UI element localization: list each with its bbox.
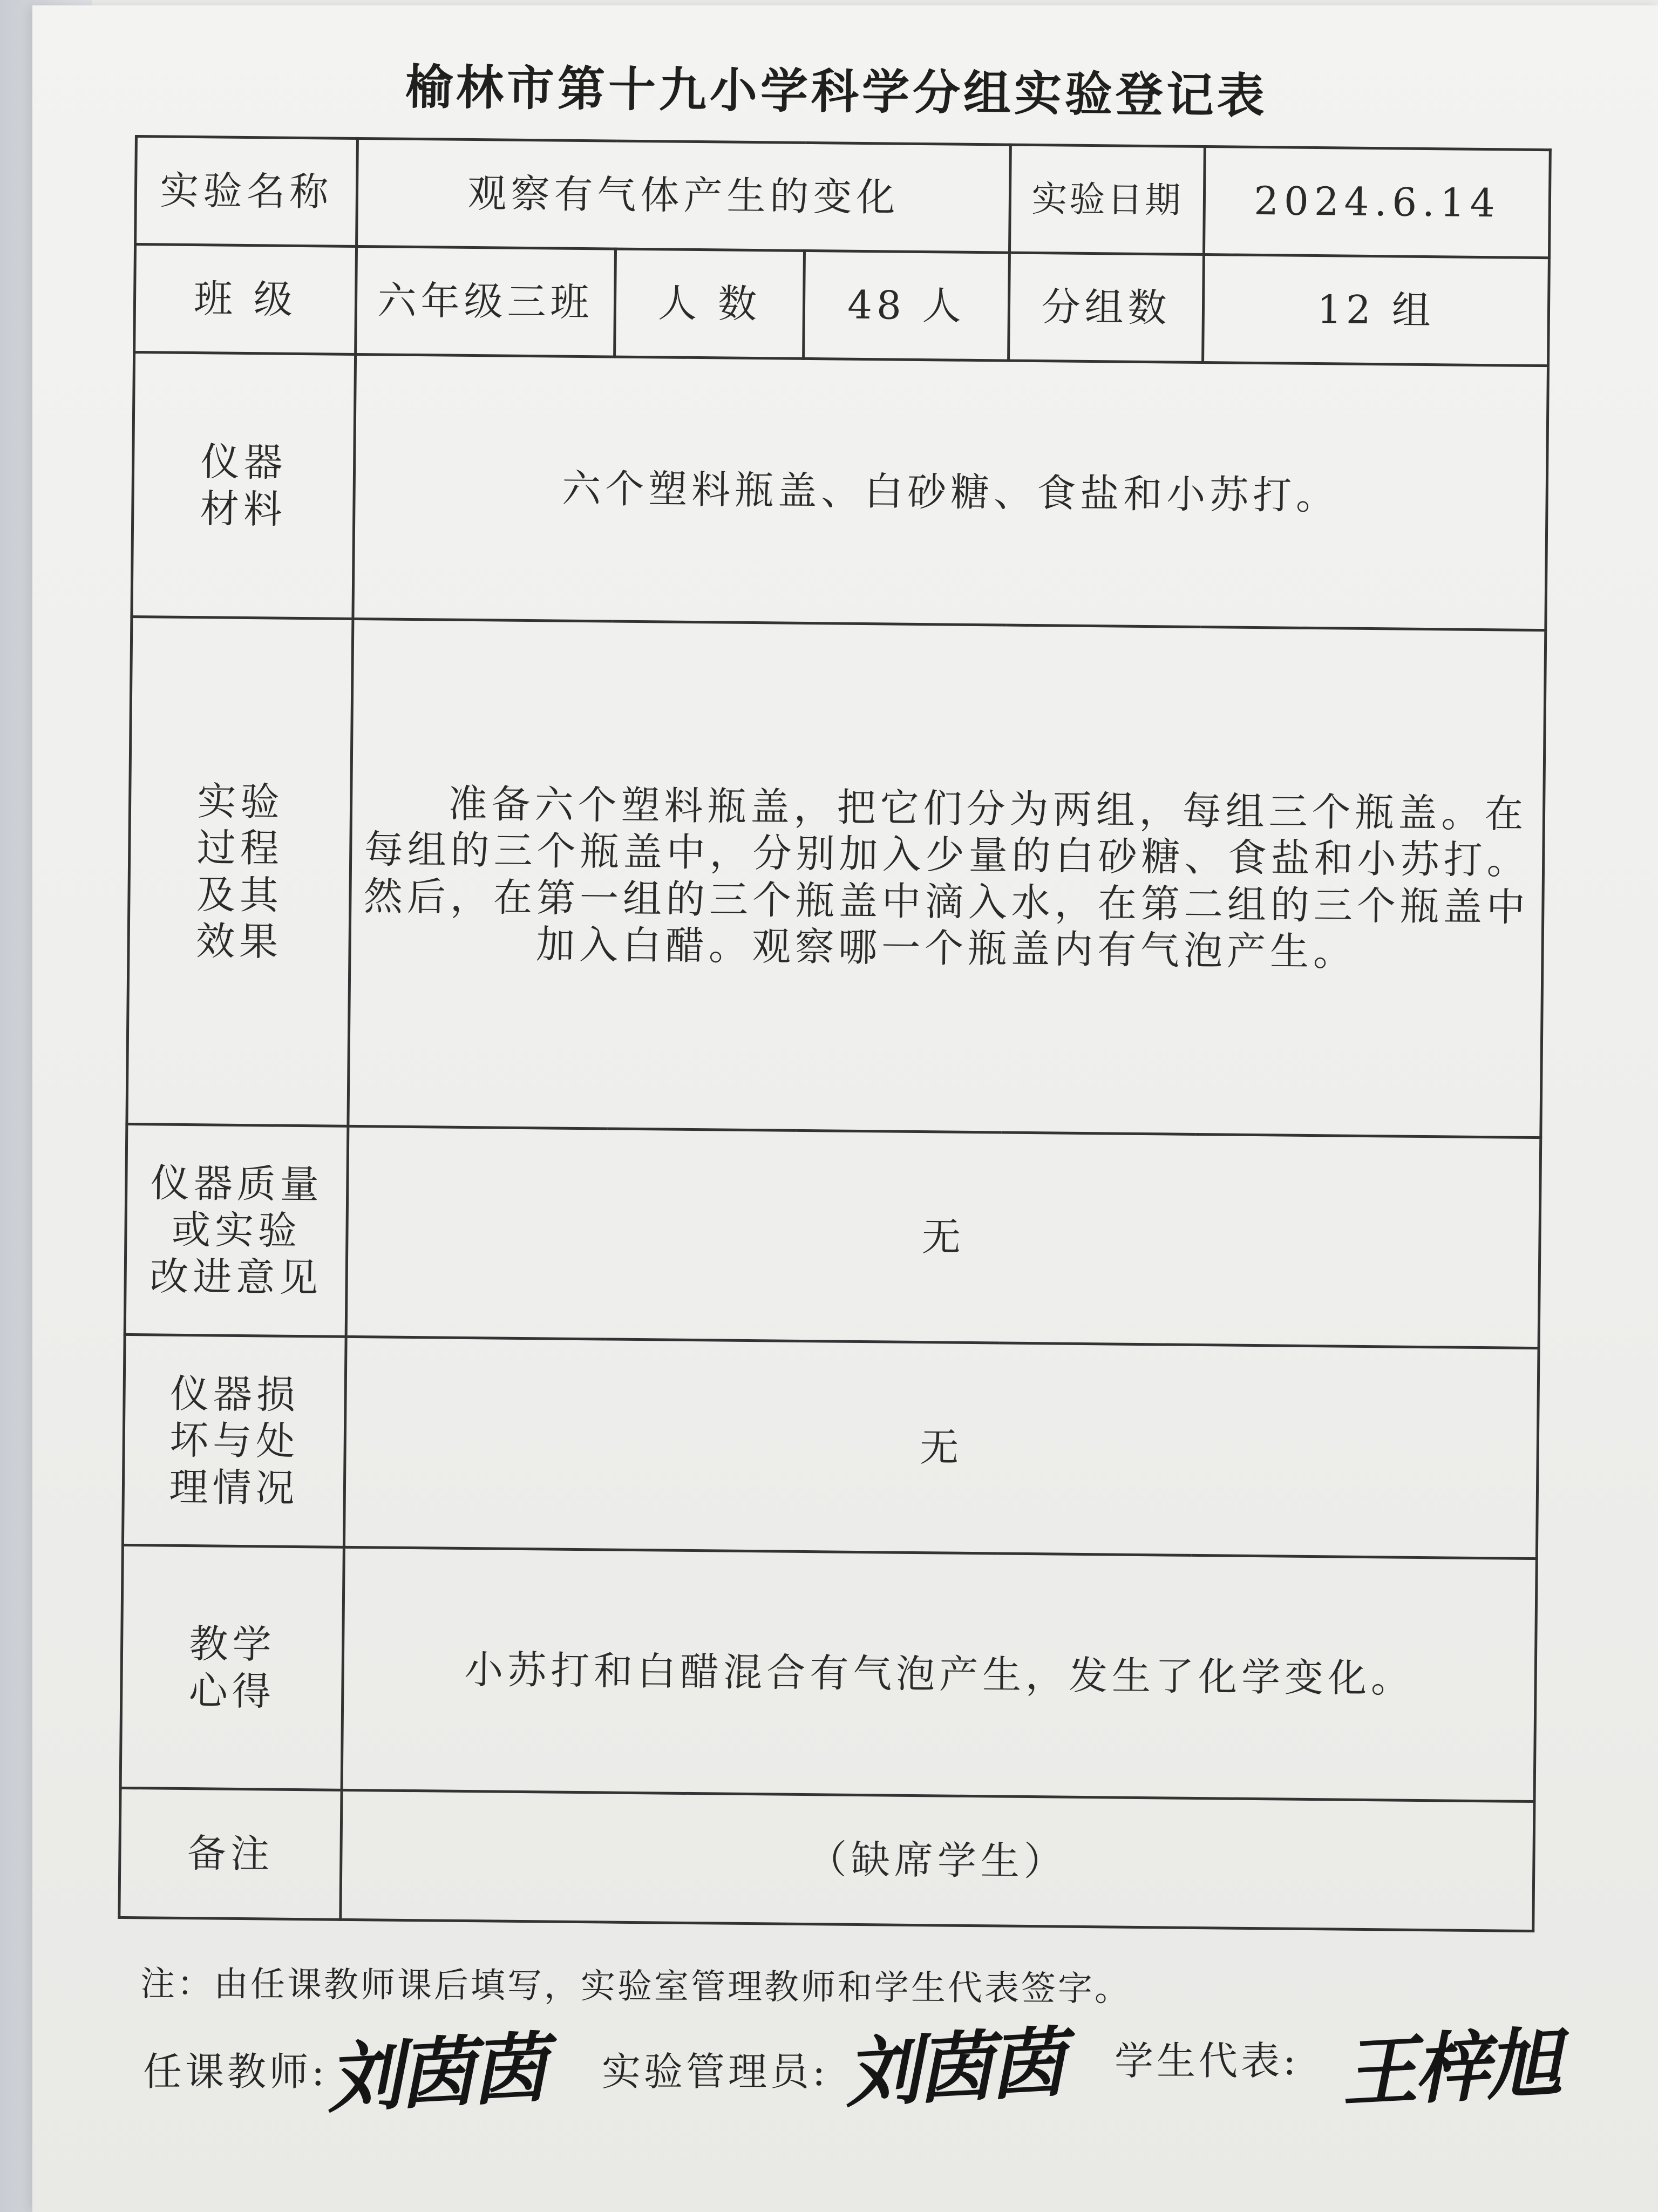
label-process-line1: 实验 [197, 778, 284, 825]
label-damage-line3: 理情况 [169, 1464, 299, 1511]
label-experiment-name: 实验名称 [135, 137, 358, 247]
value-class: 六年级三班 [356, 246, 616, 357]
label-process [127, 616, 353, 1126]
row-remarks [119, 1788, 1534, 1931]
label-teaching-line1: 教学 [189, 1621, 276, 1667]
value-quality: 无 [346, 1126, 1541, 1348]
row-teaching [120, 1545, 1537, 1801]
row-equipment [132, 352, 1548, 630]
label-quality-line3: 改进意见 [149, 1253, 323, 1301]
label-people-count: 人 数 [615, 249, 805, 358]
label-damage-line1: 仪器损 [169, 1370, 300, 1417]
row-class [134, 245, 1550, 366]
label-damage [123, 1334, 346, 1547]
admin-signature: 刘茵茵 [842, 2019, 1064, 2119]
label-class: 班 级 [134, 245, 357, 355]
signature-row [143, 2019, 1600, 2127]
label-process-line4: 效果 [195, 918, 283, 965]
value-people-count: 48 人 [804, 250, 1010, 361]
value-experiment-name: 观察有气体产生的变化 [357, 138, 1011, 253]
student-label: 学生代表: [1115, 2038, 1300, 2084]
value-equipment: 六个塑料瓶盖、白砂糖、食盐和小苏打。 [353, 354, 1548, 630]
label-teaching [120, 1545, 344, 1790]
value-process [348, 619, 1546, 1137]
value-remarks: （缺席学生） [341, 1790, 1534, 1931]
registration-form [118, 135, 1549, 1930]
row-process [127, 616, 1546, 1137]
value-group-count: 12 组 [1203, 255, 1550, 366]
teacher-signature: 刘茵茵 [324, 2024, 546, 2124]
label-damage-line2: 坏与处 [169, 1417, 300, 1464]
label-equipment [132, 352, 356, 619]
admin-label: 实验管理员: [602, 2049, 829, 2094]
label-quality [125, 1124, 348, 1336]
label-teaching-line2: 心得 [188, 1667, 276, 1714]
label-process-line2: 过程 [196, 825, 284, 871]
label-process-line3: 及其 [196, 871, 283, 918]
label-experiment-date: 实验日期 [1009, 145, 1205, 254]
footer-note: 注：由任课教师课后填写，实验室管理教师和学生代表签字。 [140, 1964, 1132, 2010]
page-title: 榆林市第十九小学科学分组实验登记表 [405, 59, 1268, 124]
label-group-count: 分组数 [1009, 253, 1204, 362]
value-experiment-date: 2024.6.14 [1204, 147, 1550, 258]
registration-table [118, 135, 1552, 1932]
row-quality [125, 1124, 1541, 1348]
label-quality-line2: 或实验 [171, 1207, 302, 1254]
label-equipment-line2: 材料 [200, 485, 287, 532]
process-text: 准备六个塑料瓶盖，把它们分为两组，每组三个瓶盖。在每组的三个瓶盖中，分别加入少量的白砂糖、食盐和小苏打。然后，在第一组的三个瓶盖中滴入水，在第二组的三个瓶盖中加入白醋。观察哪一个瓶盖内有气泡产生。 [363, 781, 1531, 975]
value-teaching: 小苏打和白醋混合有气泡产生，发生了化学变化。 [342, 1547, 1537, 1801]
label-remarks: 备注 [119, 1788, 342, 1919]
student-signature: 王梓旭 [1339, 2019, 1561, 2119]
value-damage: 无 [344, 1336, 1539, 1558]
label-equipment-line1: 仪器 [200, 439, 288, 485]
label-quality-line1: 仪器质量 [150, 1160, 324, 1207]
row-damage [123, 1334, 1539, 1558]
teacher-label: 任课教师: [143, 2049, 328, 2094]
row-experiment-name [135, 137, 1551, 258]
